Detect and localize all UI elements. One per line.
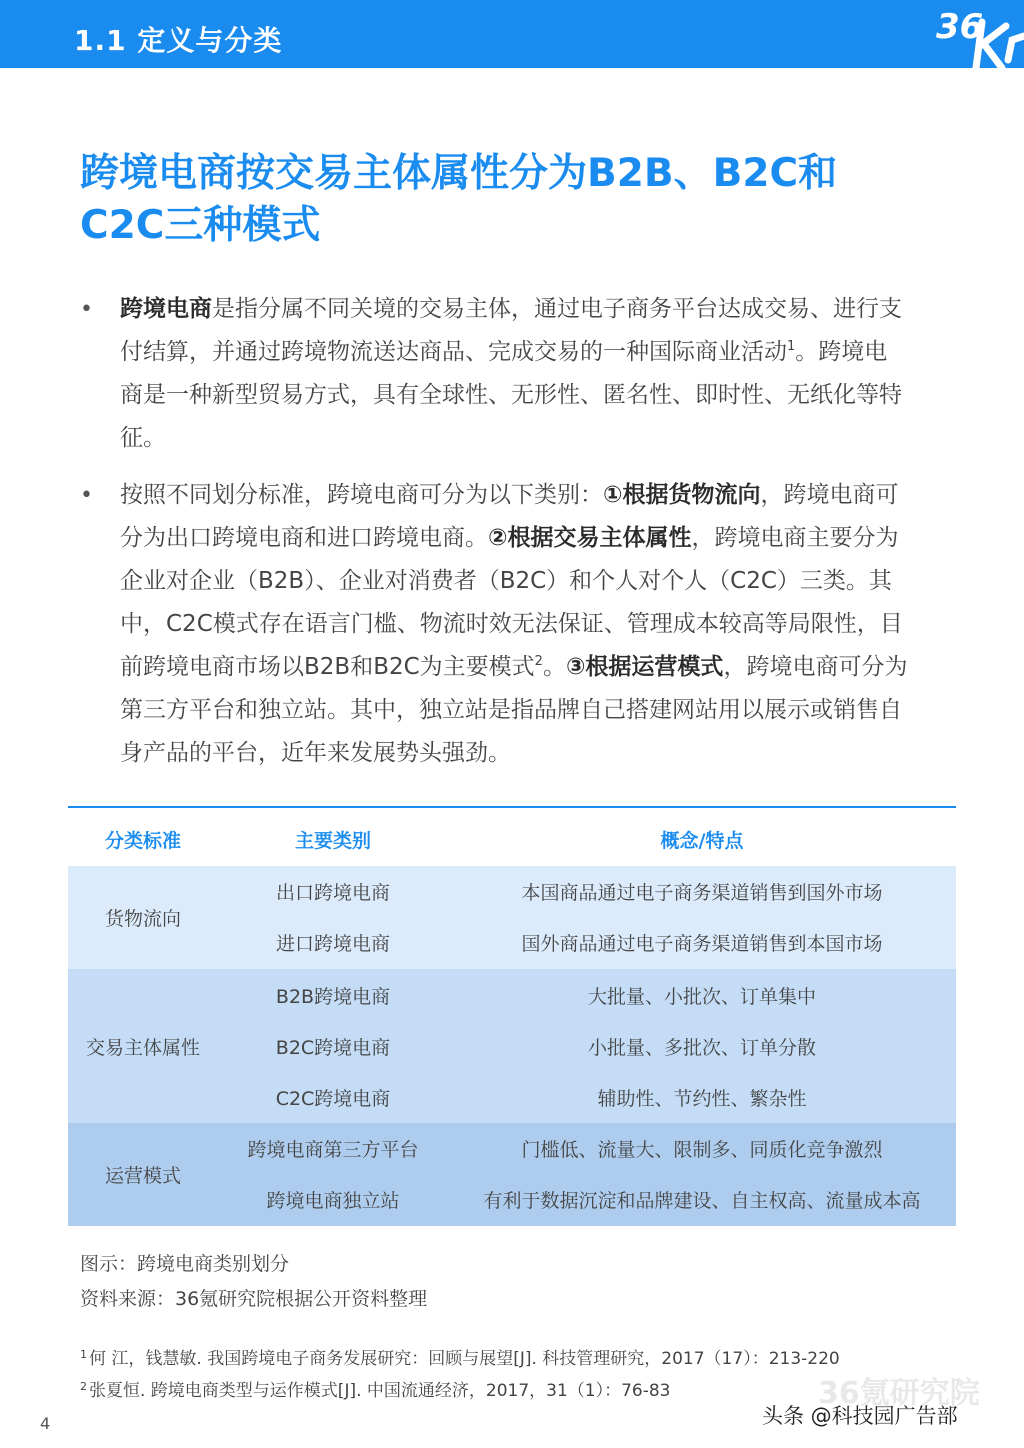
bold-term: ①根据货物流向 bbox=[603, 482, 761, 508]
footnote-ref: 2 bbox=[534, 654, 543, 669]
bullet-line bbox=[120, 474, 898, 517]
bullet-line: 第三方平台和独立站。其中，独立站是指品牌自己搭建网站用以展示或销售自 bbox=[120, 697, 902, 723]
footnote-text: 何 江，钱慧敏. 我国跨境电子商务发展研究：回顾与展望[J]. 科技管理研究，2017（17）：213-220 bbox=[89, 1349, 840, 1369]
footnote-number: 1 bbox=[80, 1348, 87, 1361]
bullet-line bbox=[120, 331, 887, 374]
figure-caption: 图示：跨境电商类别划分 bbox=[80, 1253, 290, 1275]
source-caption: 资料来源：36氪研究院根据公开资料整理 bbox=[80, 1288, 428, 1310]
footnote-text: 张夏恒. 跨境电商类型与运作模式[J]. 中国流通经济，2017，31（1）：76-83 bbox=[89, 1381, 671, 1401]
table-cell: 本国商品通过电子商务渠道销售到国外市场 bbox=[521, 882, 883, 904]
text-span: 。 bbox=[542, 654, 566, 680]
text-span: ，跨境电商可分为 bbox=[723, 654, 908, 680]
table-cell: 跨境电商第三方平台 bbox=[247, 1139, 419, 1161]
bold-term: ②根据交易主体属性 bbox=[488, 525, 692, 551]
bullet-line: 商是一种新型贸易方式，具有全球性、无形性、匿名性、即时性、无纸化等特 bbox=[120, 382, 902, 408]
source-credit: 头条 @科技园广告部 bbox=[762, 1404, 958, 1428]
text-span: 按照不同划分标准，跨境电商可分为以下类别： bbox=[120, 482, 603, 508]
table-cell: 辅助性、节约性、繁杂性 bbox=[597, 1088, 807, 1110]
table-cell: 小批量、多批次、订单分散 bbox=[587, 1037, 816, 1059]
heading-line-2: C2C三种模式 bbox=[80, 203, 321, 248]
text-span: 。跨境电 bbox=[795, 339, 888, 365]
table-cell: 大批量、小批次、订单集中 bbox=[587, 986, 816, 1008]
text-span: ，跨境电商可 bbox=[760, 482, 899, 508]
table-cell: B2C跨境电商 bbox=[275, 1037, 391, 1059]
text-span: 付结算，并通过跨境物流送达商品、完成交易的一种国际商业活动 bbox=[120, 339, 787, 365]
36kr-logo bbox=[884, 0, 1024, 68]
bullet-line bbox=[120, 646, 907, 689]
svg-text:36: 36 bbox=[936, 7, 984, 47]
bullet-line: 征。 bbox=[120, 425, 166, 451]
text-span: 是指分属不同关境的交易主体，通过电子商务平台达成交易、进行支 bbox=[212, 296, 902, 322]
header-feature: 概念/特点 bbox=[660, 830, 744, 852]
classification-table bbox=[68, 806, 956, 1226]
bullet-line bbox=[120, 517, 898, 560]
table-cell: C2C跨境电商 bbox=[275, 1088, 391, 1110]
table-cell: 国外商品通过电子商务渠道销售到本国市场 bbox=[521, 933, 883, 955]
bullet-dot-icon: • bbox=[80, 297, 93, 322]
footnote-2 bbox=[80, 1376, 671, 1401]
group-label: 运营模式 bbox=[104, 1165, 181, 1187]
footnote-ref: 1 bbox=[787, 339, 796, 354]
section-title: 1.1 定义与分类 bbox=[74, 24, 283, 57]
bold-term: 跨境电商 bbox=[120, 296, 212, 322]
heading-line-1: 跨境电商按交易主体属性分为B2B、B2C和 bbox=[80, 151, 838, 196]
bold-term: ③根据运营模式 bbox=[565, 654, 724, 680]
table-cell: 门槛低、流量大、限制多、同质化竞争激烈 bbox=[521, 1139, 883, 1161]
header-category: 主要类别 bbox=[294, 830, 371, 852]
watermark: 36氪研究院 bbox=[818, 1376, 980, 1411]
group-label: 货物流向 bbox=[104, 908, 181, 930]
bullet-dot-icon: • bbox=[80, 483, 93, 508]
page-heading bbox=[80, 148, 960, 252]
text-span: 分为出口跨境电商和进口跨境电商。 bbox=[120, 525, 488, 551]
table-cell: 出口跨境电商 bbox=[275, 882, 390, 904]
bullet-line bbox=[120, 288, 902, 331]
bullet-line: 身产品的平台，近年来发展势头强劲。 bbox=[120, 740, 511, 766]
table-group-goods-flow bbox=[68, 866, 956, 969]
table-group-trade-subject bbox=[68, 969, 956, 1123]
table-cell: 有利于数据沉淀和品牌建设、自主权高、流量成本高 bbox=[483, 1190, 921, 1212]
page-number: 4 bbox=[40, 1414, 51, 1433]
header-bar bbox=[0, 0, 1024, 68]
table-group-operation-mode bbox=[68, 1123, 956, 1226]
bullet-line: 企业对企业（B2B）、企业对消费者（B2C）和个人对个人（C2C）三类。其 bbox=[120, 568, 892, 594]
text-span: 前跨境电商市场以B2B和B2C为主要模式 bbox=[120, 654, 535, 680]
group-label: 交易主体属性 bbox=[85, 1037, 200, 1059]
table-header-row bbox=[68, 808, 956, 866]
header-criterion: 分类标准 bbox=[104, 830, 181, 852]
bullet-line: 中，C2C模式存在语言门槛、物流时效无法保证、管理成本较高等局限性，目 bbox=[120, 611, 903, 637]
table-cell: 进口跨境电商 bbox=[275, 933, 390, 955]
text-span: ，跨境电商主要分为 bbox=[691, 525, 899, 551]
table-cell: B2B跨境电商 bbox=[275, 986, 391, 1008]
footnote-number: 2 bbox=[80, 1380, 87, 1393]
footnote-1 bbox=[80, 1344, 840, 1369]
table-cell: 跨境电商独立站 bbox=[266, 1190, 400, 1212]
